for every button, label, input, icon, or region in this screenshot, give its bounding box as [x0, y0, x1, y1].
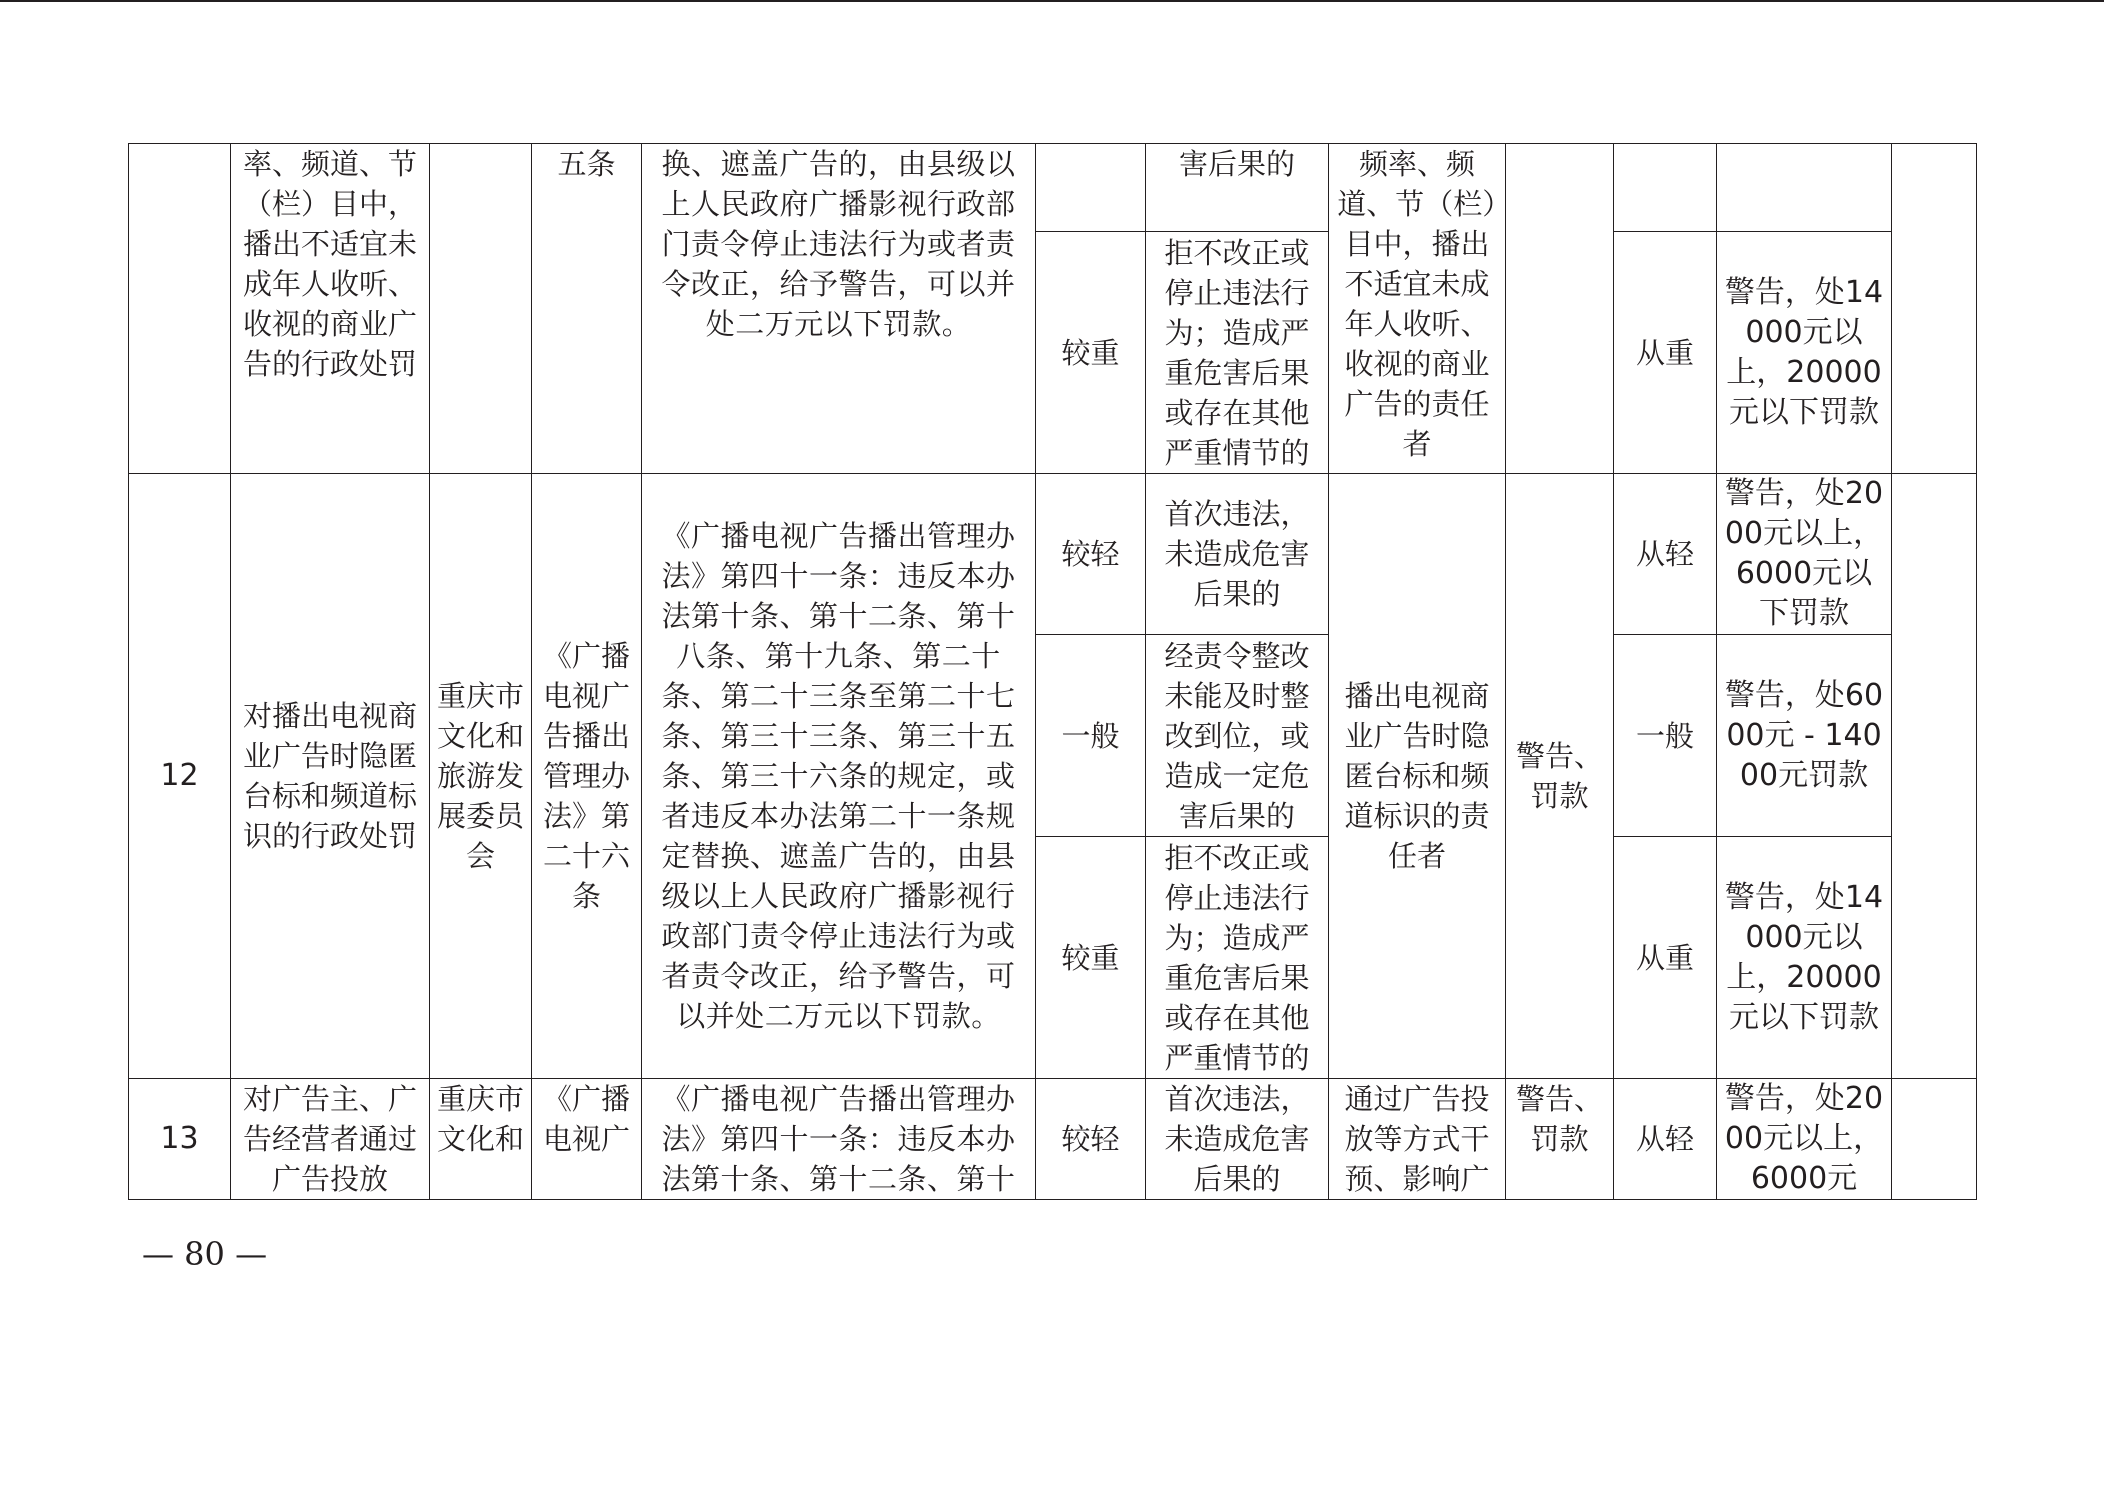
- violation-level-cell: [1036, 144, 1146, 232]
- legal-basis-cell: 五条: [532, 144, 642, 474]
- table-row: [129, 144, 1977, 232]
- table-row: [129, 1079, 1977, 1200]
- legal-provision-cell: 《广播电视广告播出管理办法》第四十一条：违反本办法第十条、第十二条、第十八条、第十九条、第二十条、第二十三条至第二十七条、第三十三条、第三十五条、第三十六条的规定，或者违反本办法第二十一条规定替换、遮盖广告的，由县级以上人民政府广播影视行政部门责令停止违法行为或者责令改正，给予警告，可以并处二万元以下罚款。: [642, 474, 1036, 1079]
- violation-level-cell: 较轻: [1036, 1079, 1146, 1200]
- legal-basis-cell: 《广播电视广: [532, 1079, 642, 1200]
- discretion-cell: 从轻: [1614, 474, 1717, 635]
- enforcement-body-cell: 重庆市文化和旅游发展委员会: [430, 474, 532, 1079]
- discretion-cell: 从轻: [1614, 1079, 1717, 1200]
- item-name-cell: 对播出电视商业广告时隐匿台标和频道标识的行政处罚: [231, 474, 430, 1079]
- legal-provision-cell: 《广播电视广告播出管理办法》第四十一条：违反本办法第十条、第十二条、第十: [642, 1079, 1036, 1200]
- penalty-standard-cell: 警告，处6000元 - 14000元罚款: [1717, 635, 1892, 837]
- remarks-cell: [1892, 1079, 1977, 1200]
- discretion-cell: 一般: [1614, 635, 1717, 837]
- circumstance-cell: 经责令整改未能及时整改到位，或造成一定危害后果的: [1146, 635, 1329, 837]
- page-number: — 80 —: [142, 1235, 268, 1273]
- penalty-standard-cell: 警告，处2000元以上，6000元: [1717, 1079, 1892, 1200]
- liable-subject-cell: 播出电视商业广告时隐匿台标和频道标识的责任者: [1329, 474, 1506, 1079]
- violation-level-cell: 较轻: [1036, 474, 1146, 635]
- penalty-type-cell: 警告、罚款: [1506, 474, 1614, 1079]
- circumstance-cell: 拒不改正或停止违法行为；造成严重危害后果或存在其他严重情节的: [1146, 837, 1329, 1079]
- enforcement-body-cell: 重庆市文化和: [430, 1079, 532, 1200]
- violation-level-cell: 较重: [1036, 232, 1146, 474]
- row-number-cell: 12: [129, 474, 231, 1079]
- table-row: [129, 474, 1977, 635]
- legal-provision-cell: 换、遮盖广告的，由县级以上人民政府广播影视行政部门责令停止违法行为或者责令改正，给予警告，可以并处二万元以下罚款。: [642, 144, 1036, 474]
- page-top-rule: [0, 0, 2104, 2]
- circumstance-cell: 害后果的: [1146, 144, 1329, 232]
- circumstance-cell: 首次违法，未造成危害后果的: [1146, 1079, 1329, 1200]
- liable-subject-cell: 频率、频道、节（栏）目中，播出不适宜未成年人收听、收视的商业广告的责任者: [1329, 144, 1506, 474]
- legal-basis-cell: 《广播电视广告播出管理办法》第二十六条: [532, 474, 642, 1079]
- enforcement-body-cell: [430, 144, 532, 474]
- item-name-cell: 对广告主、广告经营者通过广告投放: [231, 1079, 430, 1200]
- penalty-standard-cell: 警告，处14000元以上，20000元以下罚款: [1717, 837, 1892, 1079]
- remarks-cell: [1892, 474, 1977, 1079]
- row-number-cell: 13: [129, 1079, 231, 1200]
- discretion-cell: 从重: [1614, 837, 1717, 1079]
- penalty-type-cell: 警告、罚款: [1506, 1079, 1614, 1200]
- remarks-cell: [1892, 144, 1977, 474]
- penalty-type-cell: [1506, 144, 1614, 474]
- penalty-standards-table: [128, 143, 1977, 1200]
- row-number-cell: [129, 144, 231, 474]
- circumstance-cell: 拒不改正或停止违法行为；造成严重危害后果或存在其他严重情节的: [1146, 232, 1329, 474]
- penalty-standard-cell: 警告，处2000元以上，6000元以下罚款: [1717, 474, 1892, 635]
- liable-subject-cell: 通过广告投放等方式干预、影响广: [1329, 1079, 1506, 1200]
- item-name-cell: 率、频道、节（栏）目中，播出不适宜未成年人收听、收视的商业广告的行政处罚: [231, 144, 430, 474]
- circumstance-cell: 首次违法，未造成危害后果的: [1146, 474, 1329, 635]
- penalty-standard-cell: 警告，处14000元以上，20000元以下罚款: [1717, 232, 1892, 474]
- penalty-standard-cell: [1717, 144, 1892, 232]
- discretion-cell: 从重: [1614, 232, 1717, 474]
- discretion-cell: [1614, 144, 1717, 232]
- violation-level-cell: 一般: [1036, 635, 1146, 837]
- violation-level-cell: 较重: [1036, 837, 1146, 1079]
